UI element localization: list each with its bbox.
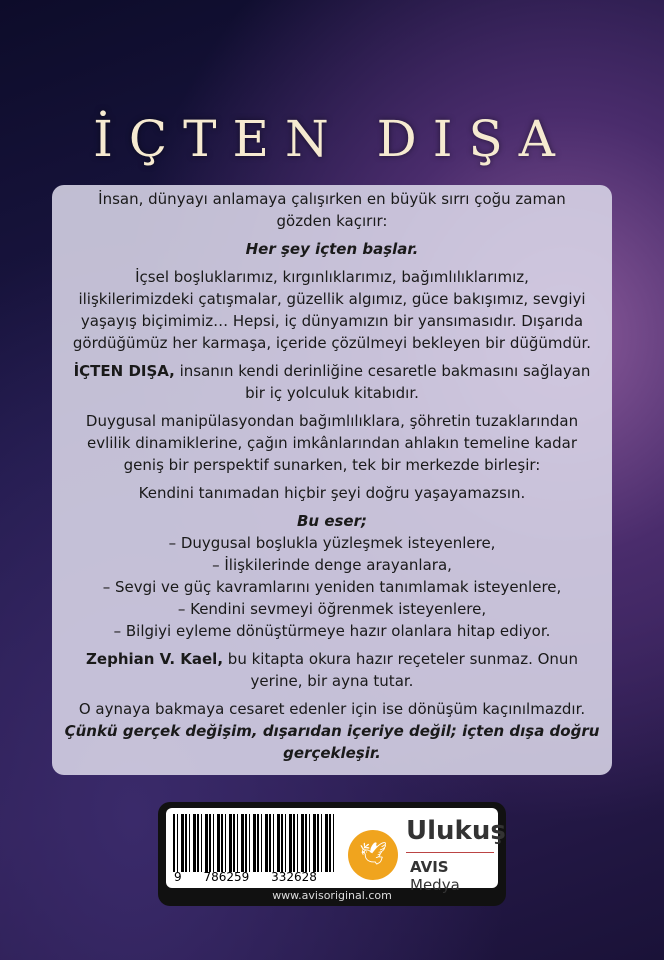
book-title: İÇTEN DIŞA (93, 110, 571, 168)
audience-list: Bu eser; – Duygusal boşlukla yüzleşmek isteyenlere, – İlişkilerinde denge arayanlara, – Sevgi ve güç kavramlarını yeniden tanımlamak isteyenlere, – Kendini sevmeyi öğrenmek isteyenlere, – Bilgiyi eyleme dönüştürmeye hazır olanlara hitap ediyor. (102, 512, 562, 640)
brand-name: Ulukuş (406, 816, 506, 846)
barcode-publisher-box (158, 802, 506, 906)
paragraph-3: Duygusal manipülasyondan bağımlılıklara, şöhretin tuzaklarından evlilik dinamiklerine, çağın imkânlarından ahlakın temeline kadar geniş bir perspektif sunarken, tek bir merkezde birleşir: (85, 412, 579, 474)
intro-paragraph (58, 188, 606, 232)
paragraph-2: İÇTEN DIŞA, insanın kendi derinliğine cesaretle bakmasını sağlayan bir iç yolculuk kitabıdır. (73, 362, 591, 402)
closing-paragraph: O aynaya bakmaya cesaret edenler için ise dönüşüm kaçınılmazdır. Çünkü gerçek değişim, dışarıdan içeriye değil; içten dışa doğru gerçekleşir. (64, 700, 600, 762)
motto: Her şey içten başlar. (245, 240, 419, 258)
barcode (173, 814, 336, 872)
paragraph-1: İçsel boşluklarımız, kırgınlıklarımız, bağımlılıklarımız, ilişkilerimizdeki çatışmalar, güzellik algımız, güce bakışımız, sevgiyi yaşayış biçimimiz… Hepsi, iç dünyamızın bir yansımasıdır. Dışarıda gördüğümüz her karmaşa, içeride çözülmeyi bekleyen bir düğümdür. (72, 268, 592, 352)
divider (406, 852, 494, 853)
paragraph-4: Kendini tanımadan hiçbir şeyi doğru yaşayamazsın. (138, 484, 526, 502)
isbn-number: 9 786259 332628 (174, 870, 317, 884)
text-line: İnsan, dünyayı anlamaya çalışırken en büyük sırrı çoğu zaman (98, 190, 566, 208)
bird-logo-icon: 🕊 (348, 830, 398, 880)
blurb-panel (52, 185, 612, 775)
paragraph-5: Zephian V. Kael, bu kitapta okura hazır reçeteler sunmaz. Onun yerine, bir ayna tutar. (86, 650, 578, 690)
publisher-name: AVIS Medya (410, 858, 460, 894)
website-url: www.avisoriginal.com (272, 889, 392, 902)
text-line: gözden kaçırır: (276, 212, 388, 230)
